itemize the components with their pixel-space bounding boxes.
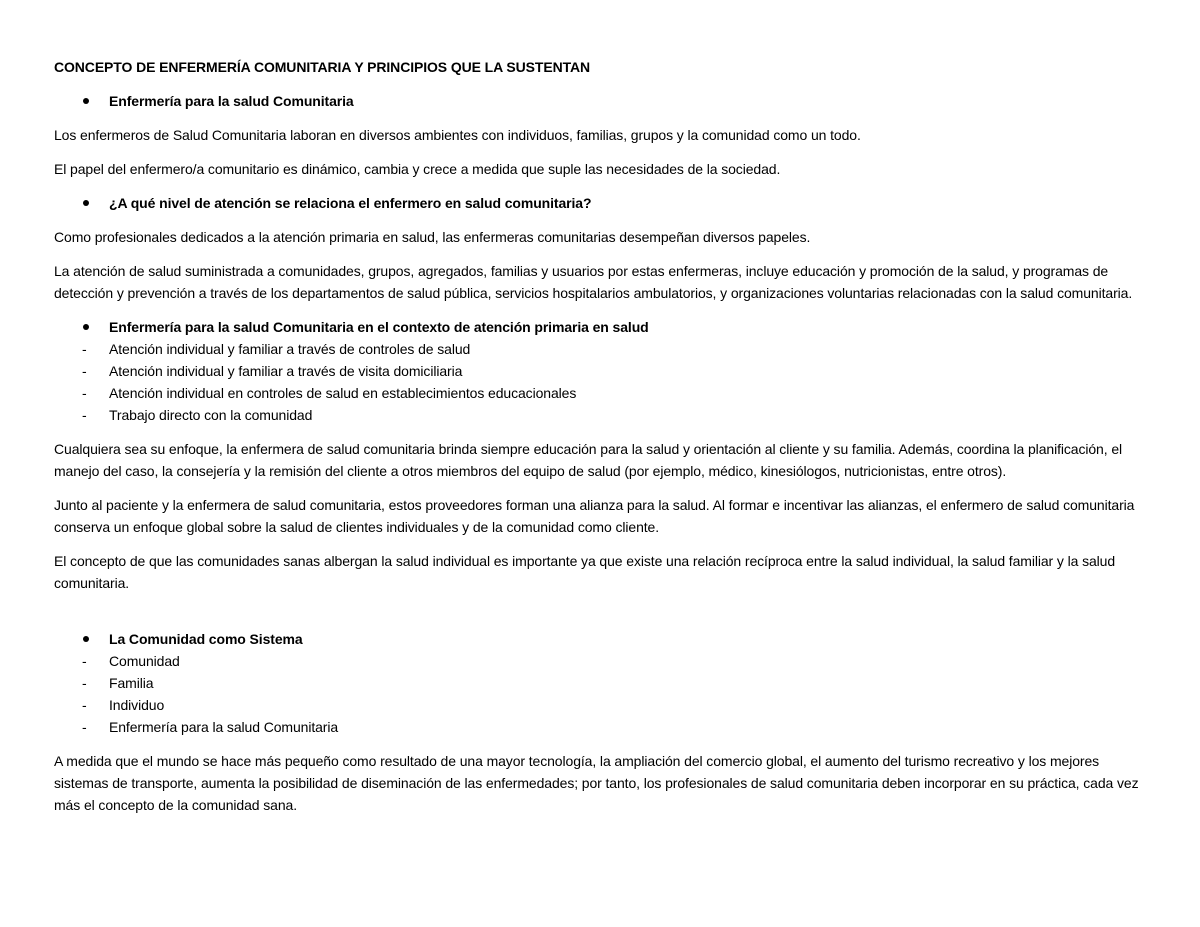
list-item: [54, 382, 1144, 404]
list-item-text: Familia: [109, 675, 154, 691]
dash-list-atencion: [54, 338, 1144, 426]
section-heading-atencion-primaria: [54, 316, 1144, 338]
section-heading-nivel-atencion: [54, 192, 1144, 214]
bullet-icon: [83, 98, 89, 104]
section-heading-text: ¿A qué nivel de atención se relaciona el enfermero en salud comunitaria?: [109, 195, 592, 211]
blank-line: [54, 606, 1144, 628]
list-item-text: Trabajo directo con la comunidad: [109, 407, 313, 423]
paragraph: A medida que el mundo se hace más pequeño como resultado de una mayor tecnología, la ampliación del comercio global, el aumento del turismo recreativo y los mejores sistemas de transporte, aumenta la posibilidad de diseminación de las enfermedades; por tanto, los profesionales de salud comunitaria deben incorporar en su práctica, cada vez más el concepto de la comunidad sana.: [54, 753, 1139, 813]
section-heading-comunidad-sistema: [54, 628, 1144, 650]
list-item: [54, 360, 1144, 382]
section-heading-text: La Comunidad como Sistema: [109, 631, 303, 647]
list-item: [54, 404, 1144, 426]
section-heading-text: Enfermería para la salud Comunitaria: [109, 93, 354, 109]
dash-marker: -: [82, 385, 87, 401]
paragraph: Junto al paciente y la enfermera de salud comunitaria, estos proveedores forman una alianza para la salud. Al formar e incentivar las alianzas, el enfermero de salud comunitaria conserva un enfoque global sobre la salud de clientes individuales y de la comunidad como cliente.: [54, 497, 1135, 535]
bullet-icon: [83, 200, 89, 206]
dash-marker: -: [82, 341, 87, 357]
list-item-text: Enfermería para la salud Comunitaria: [109, 719, 339, 735]
document-page: [54, 56, 1144, 828]
dash-list-sistema: [54, 650, 1144, 738]
list-item: [54, 672, 1144, 694]
list-item: [54, 716, 1144, 738]
document-title: CONCEPTO DE ENFERMERÍA COMUNITARIA Y PRINCIPIOS QUE LA SUSTENTAN: [54, 59, 591, 75]
bullet-icon: [83, 636, 89, 642]
section-heading-text: Enfermería para la salud Comunitaria en el contexto de atención primaria en salud: [109, 319, 649, 335]
dash-marker: -: [82, 719, 87, 735]
paragraph: El papel del enfermero/a comunitario es dinámico, cambia y crece a medida que suple las necesidades de la sociedad.: [54, 161, 781, 177]
dash-marker: -: [82, 407, 87, 423]
paragraph: La atención de salud suministrada a comunidades, grupos, agregados, familias y usuarios por estas enfermeras, incluye educación y promoción de la salud, y programas de detección y prevención a través de los departamentos de salud pública, servicios hospitalarios ambulatorios, y organizaciones voluntarias relacionadas con la salud comunitaria.: [54, 263, 1133, 301]
list-item-text: Atención individual y familiar a través de visita domiciliaria: [109, 363, 463, 379]
dash-marker: -: [82, 653, 87, 669]
paragraph: Como profesionales dedicados a la atención primaria en salud, las enfermeras comunitarias desempeñan diversos papeles.: [54, 229, 811, 245]
list-item: [54, 694, 1144, 716]
list-item: [54, 338, 1144, 360]
dash-marker: -: [82, 363, 87, 379]
list-item: [54, 650, 1144, 672]
section-heading-enfermeria-comunitaria: [54, 90, 1144, 112]
paragraph: Cualquiera sea su enfoque, la enfermera de salud comunitaria brinda siempre educación para la salud y orientación al cliente y su familia. Además, coordina la planificación, el manejo del caso, la consejería y la remisión del cliente a otros miembros del equipo de salud (por ejemplo, médico, kinesiólogos, nutricionistas, entre otros).: [54, 441, 1123, 479]
list-item-text: Individuo: [109, 697, 165, 713]
list-item-text: Atención individual y familiar a través de controles de salud: [109, 341, 471, 357]
bullet-icon: [83, 324, 89, 330]
list-item-text: Comunidad: [109, 653, 180, 669]
dash-marker: -: [82, 697, 87, 713]
paragraph: El concepto de que las comunidades sanas albergan la salud individual es importante ya que existe una relación recíproca entre la salud individual, la salud familiar y la salud comunitaria.: [54, 553, 1116, 591]
list-item-text: Atención individual en controles de salud en establecimientos educacionales: [109, 385, 577, 401]
paragraph: Los enfermeros de Salud Comunitaria laboran en diversos ambientes con individuos, familias, grupos y la comunidad como un todo.: [54, 127, 861, 143]
dash-marker: -: [82, 675, 87, 691]
